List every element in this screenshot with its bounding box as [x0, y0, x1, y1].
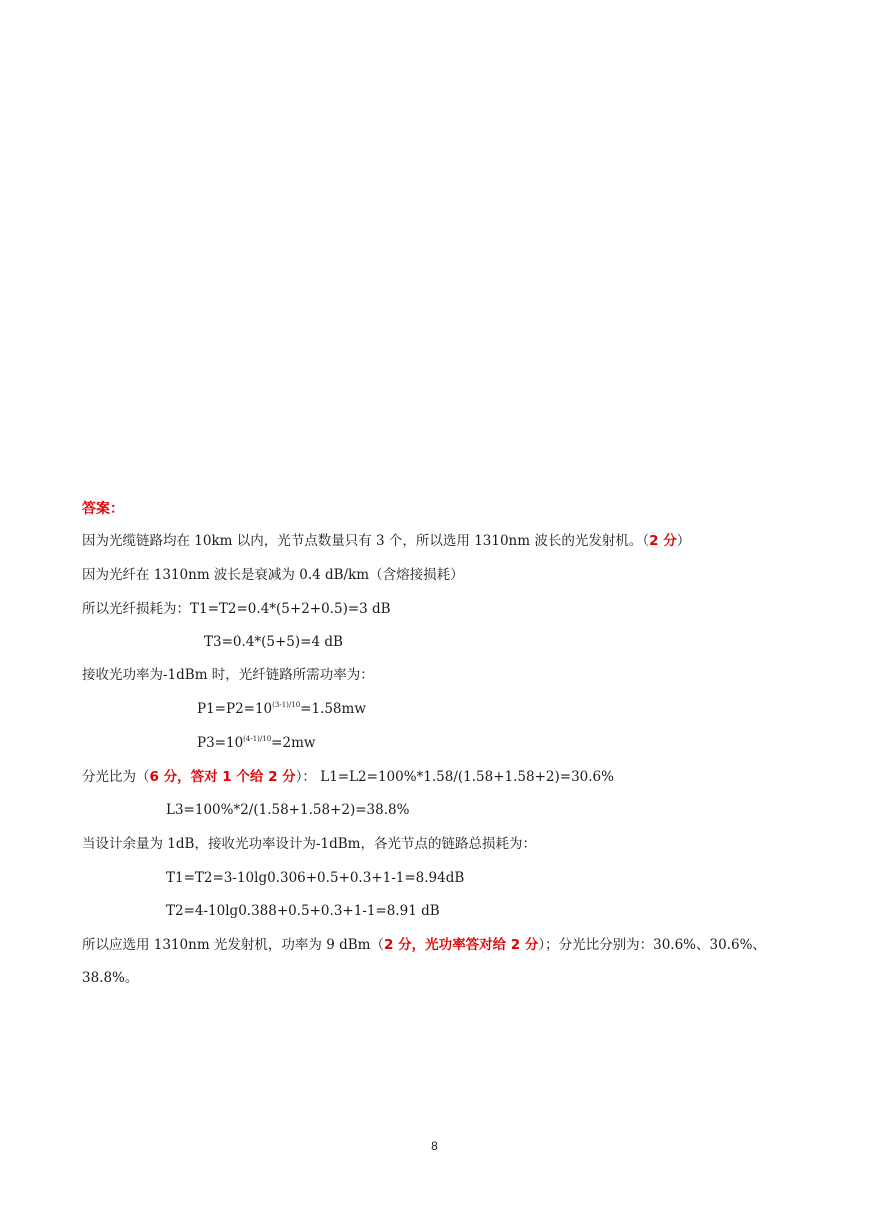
answer-line-12: T2=4-10lg0.388+0.5+0.3+1-1=8.91 dB	[166, 903, 440, 919]
answer-line-1-text: 因为光缆链路均在 10km 以内，光节点数量只有 3 个，所以选用 1310nm 波长的光发射机。（	[82, 533, 650, 549]
formula-result: =2mw	[271, 735, 316, 751]
formula-exponent: (4-1)/10	[243, 735, 272, 743]
answer-line-11: T1=T2=3-10lg0.306+0.5+0.3+1-1=8.94dB	[166, 870, 465, 886]
answer-line-9: L3=100%*2/(1.58+1.58+2)=38.8%	[166, 802, 410, 818]
formula-base: P1=P2=10	[197, 701, 273, 717]
formula-p1-p2	[197, 700, 366, 718]
answer-line-3: 所以光纤损耗为：T1=T2=0.4*(5+2+0.5)=3 dB	[82, 601, 391, 617]
answer-line-5: 接收光功率为-1dBm 时，光纤链路所需功率为：	[82, 667, 374, 683]
answer-line-8-rest: ）： L1=L2=100%*1.58/(1.58+1.58+2)=30.6%	[295, 769, 614, 785]
answer-heading: 答案：	[82, 501, 124, 517]
answer-line-13-text: 所以应选用 1310nm 光发射机，功率为 9 dBm（	[82, 937, 384, 953]
answer-line-8	[82, 768, 614, 786]
answer-line-14: 38.8%。	[82, 970, 139, 986]
answer-line-10: 当设计余量为 1dB，接收光功率设计为-1dBm，各光节点的链路总损耗为：	[82, 836, 536, 852]
answer-line-1	[82, 532, 690, 550]
formula-result: =1.58mw	[300, 701, 366, 717]
score-note: 2 分，光功率答对给 2 分	[383, 937, 539, 953]
answer-line-8-text: 分光比为（	[82, 769, 150, 785]
bracket-close: ）	[676, 533, 691, 549]
answer-line-13-rest: ）；分光比分别为：30.6%、30.6%、	[538, 937, 766, 953]
formula-exponent: (3-1)/10	[272, 701, 301, 709]
answer-line-13	[82, 936, 766, 954]
answer-line-2: 因为光纤在 1310nm 波长是衰减为 0.4 dB/km（含熔接损耗）	[82, 567, 464, 583]
score-note: 6 分，答对 1 个给 2 分	[149, 769, 296, 785]
formula-base: P3=10	[197, 735, 244, 751]
page-number: 8	[431, 1139, 438, 1153]
answer-line-4: T3=0.4*(5+5)=4 dB	[204, 634, 343, 650]
score-note: 2 分	[649, 533, 677, 549]
formula-p3	[197, 734, 315, 752]
